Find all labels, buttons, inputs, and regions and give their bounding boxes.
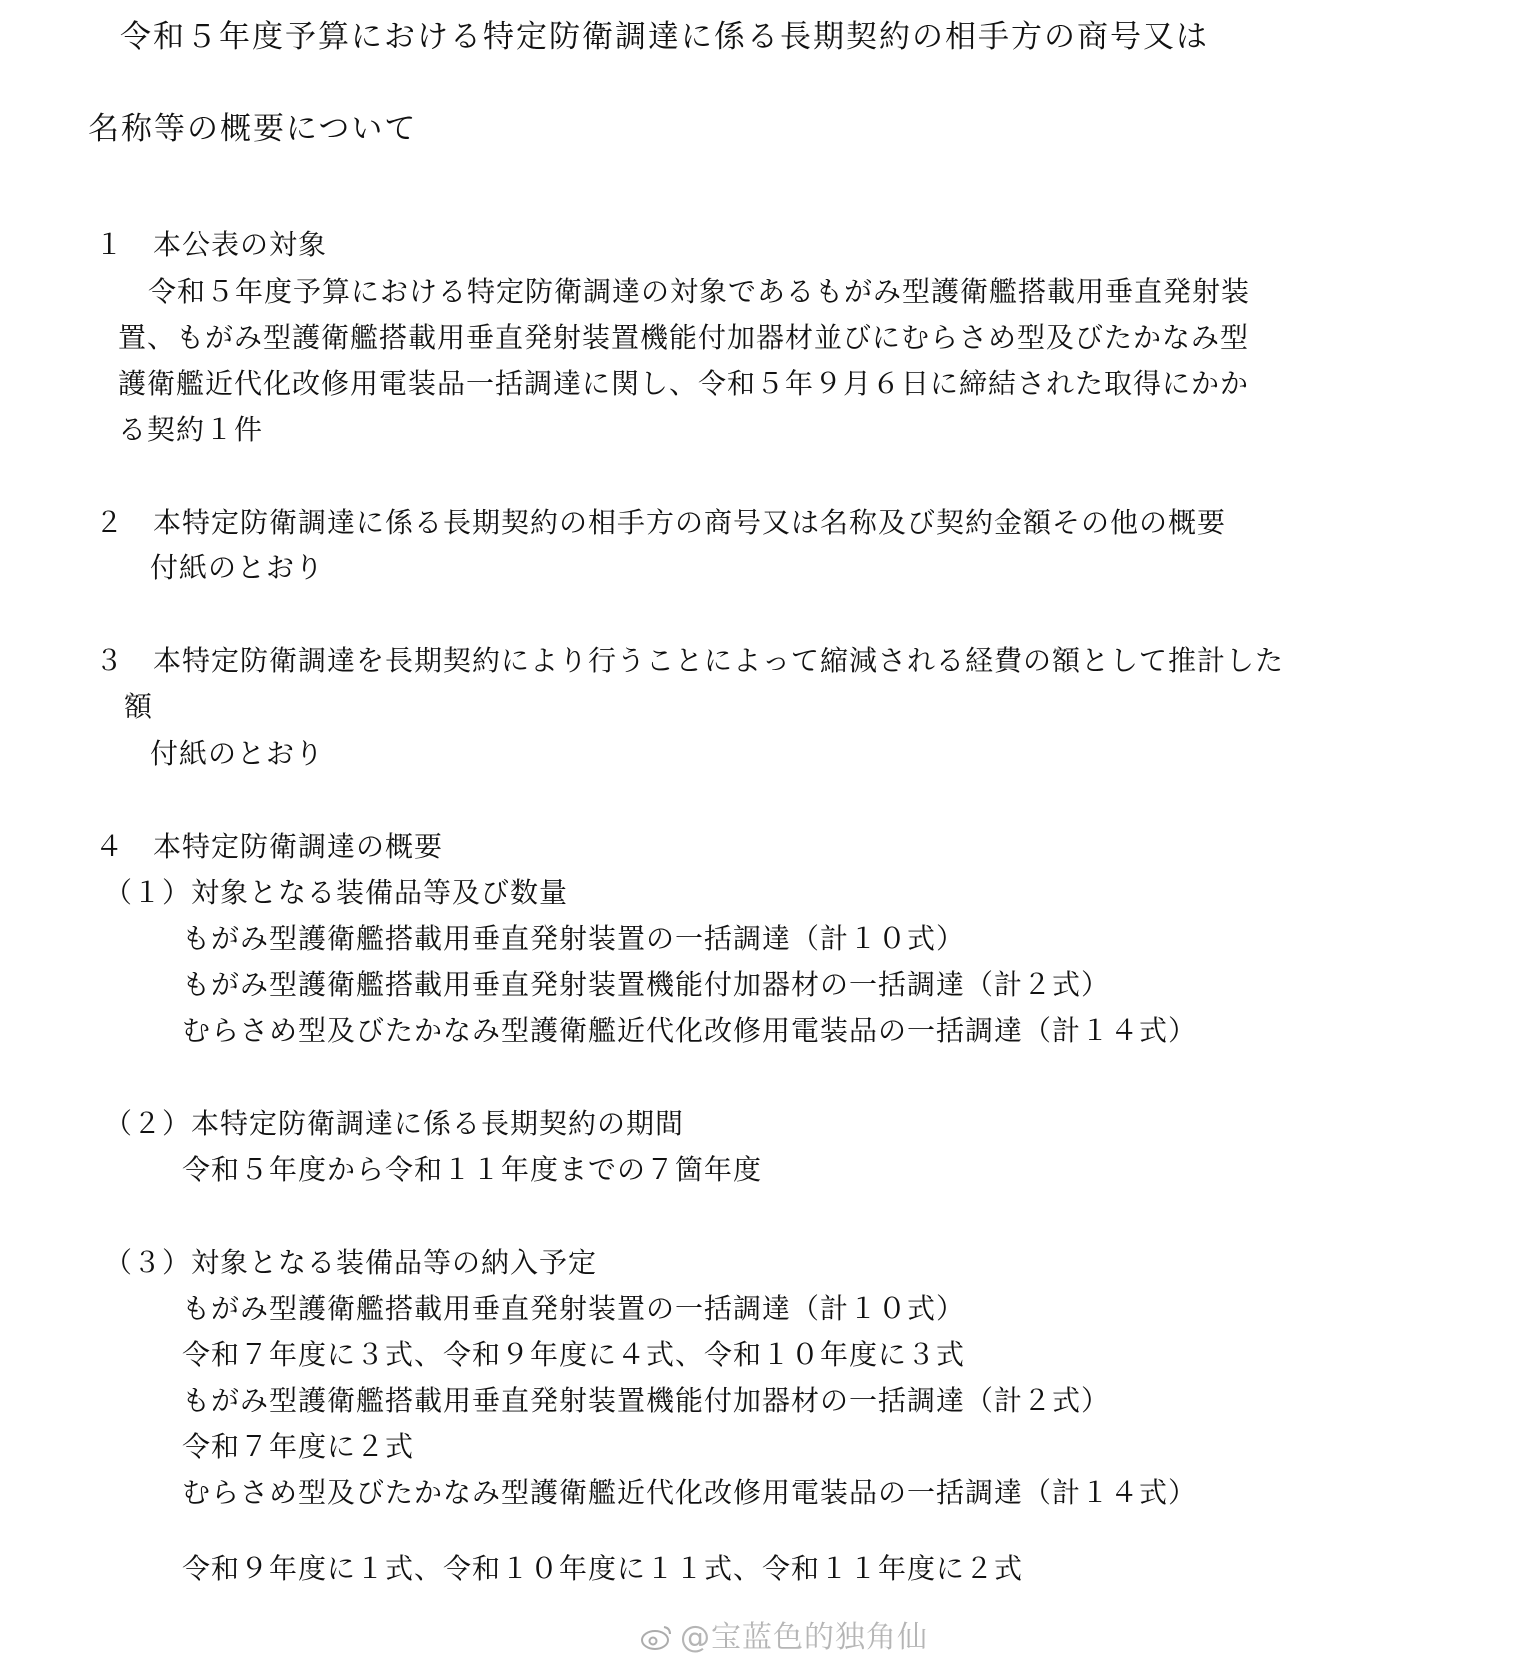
section-4-3-heading: （３）対象となる装備品等の納入予定 — [104, 1246, 598, 1279]
section-2-body: 付紙のとおり — [150, 551, 325, 584]
document-title-line-2: 名称等の概要について — [88, 111, 418, 147]
section-4-1-heading: （１）対象となる装備品等及び数量 — [104, 876, 569, 909]
section-4-3-item-2: もがみ型護衛艦搭載用垂直発射装置機能付加器材の一括調達（計２式） — [182, 1384, 1111, 1417]
document-title-line-1: 令和５年度予算における特定防衛調達に係る長期契約の相手方の商号又は — [120, 19, 1209, 55]
section-1-body-line-3: 護衛艦近代化改修用電装品一括調達に関し、令和５年９月６日に締結された取得にかか — [118, 367, 1250, 400]
section-4-3-item-3-schedule: 令和９年度に１式、令和１０年度に１１式、令和１１年度に２式 — [182, 1552, 1024, 1585]
section-4-2-item-1: 令和５年度から令和１１年度までの７箇年度 — [182, 1153, 763, 1186]
section-4-3-item-2-schedule: 令和７年度に２式 — [182, 1430, 415, 1463]
section-3-body: 付紙のとおり — [150, 737, 325, 770]
section-4-heading: ４ 本特定防衛調達の概要 — [95, 830, 444, 863]
section-4-3-item-3: むらさめ型及びたかなみ型護衛艦近代化改修用電装品の一括調達（計１４式） — [182, 1476, 1198, 1509]
section-1-body-line-4: る契約１件 — [118, 413, 264, 446]
watermark-text: @宝蓝色的独角仙 — [680, 1620, 928, 1655]
section-3-heading-continued: 額 — [124, 690, 154, 723]
section-4-1-item-1: もがみ型護衛艦搭載用垂直発射装置の一括調達（計１０式） — [182, 922, 966, 955]
watermark — [640, 1612, 928, 1656]
section-2-heading: ２ 本特定防衛調達に係る長期契約の相手方の商号又は名称及び契約金額その他の概要 — [95, 506, 1227, 539]
section-1-body-line-1: 令和５年度予算における特定防衛調達の対象であるもがみ型護衛艦搭載用垂直発射装 — [148, 275, 1251, 308]
section-1-heading: １ 本公表の対象 — [95, 228, 328, 261]
section-4-2-heading: （２）本特定防衛調達に係る長期契約の期間 — [104, 1107, 685, 1140]
section-4-3-item-1-schedule: 令和７年度に３式、令和９年度に４式、令和１０年度に３式 — [182, 1338, 966, 1371]
section-4-1-item-2: もがみ型護衛艦搭載用垂直発射装置機能付加器材の一括調達（計２式） — [182, 968, 1111, 1001]
section-3-heading: ３ 本特定防衛調達を長期契約により行うことによって縮減される経費の額として推計した — [95, 644, 1285, 677]
section-1-body-line-2: 置、もがみ型護衛艦搭載用垂直発射装置機能付加器材並びにむらさめ型及びたかなみ型 — [118, 321, 1250, 354]
section-4-1-item-3: むらさめ型及びたかなみ型護衛艦近代化改修用電装品の一括調達（計１４式） — [182, 1014, 1198, 1047]
weibo-icon — [640, 1623, 674, 1651]
section-4-3-item-1: もがみ型護衛艦搭載用垂直発射装置の一括調達（計１０式） — [182, 1292, 966, 1325]
